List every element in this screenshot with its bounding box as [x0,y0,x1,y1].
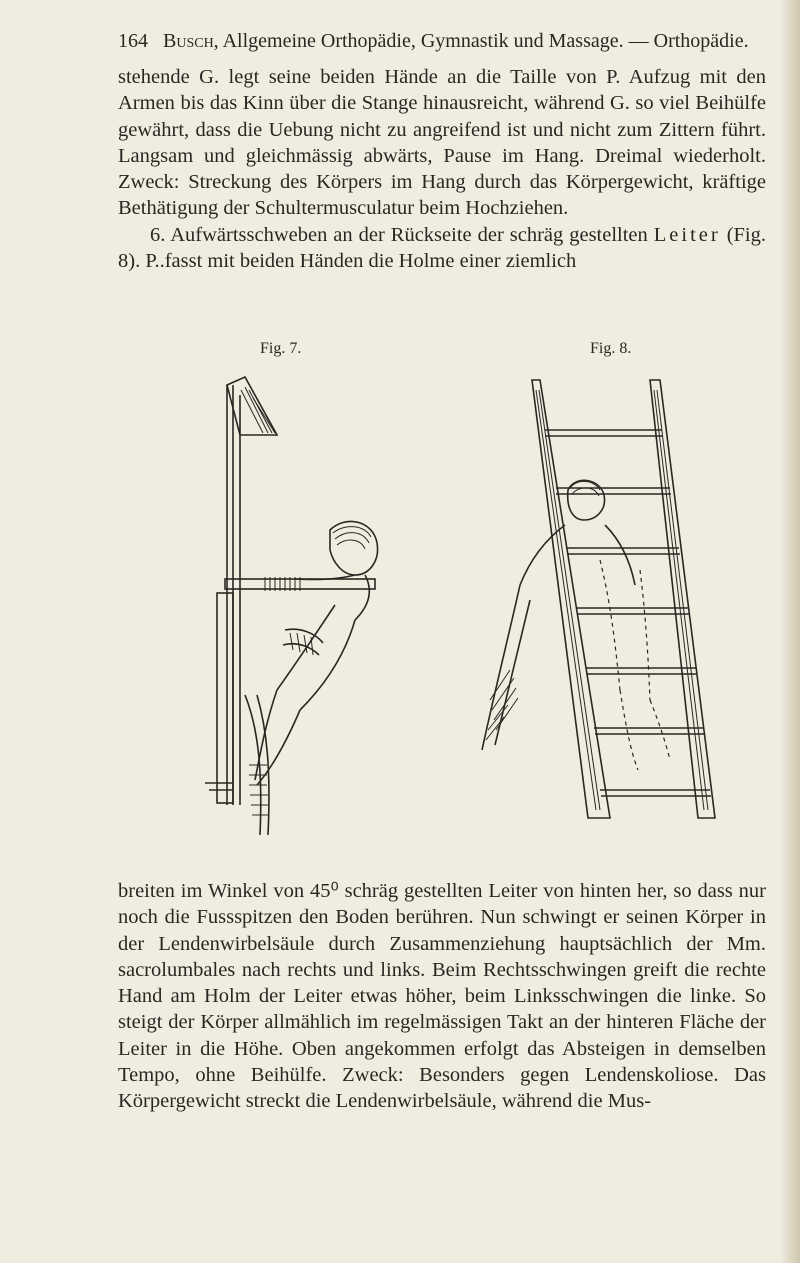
fig7-caption: Fig. 7. [260,340,302,357]
page-edge [786,0,800,1263]
running-header [118,30,768,53]
header-title: Allgemeine Orthopädie, Gymnastik und Massage. — Orthopädie. [222,30,749,52]
exercise-6-heading: 6. Aufwärtsschweben an der Rückseite der schräg gestellten [150,223,648,246]
paragraph-exercise-6-start [118,222,766,275]
spaced-word-leiter: Leiter [653,223,721,246]
fig8-caption: Fig. 8. [590,340,632,357]
fig8-illustration [470,370,730,825]
page-number: 164 [118,30,148,52]
paragraph-exercise-6-continued: breiten im Winkel von 45⁰ schräg gestellten Leiter von hinten her, so dass nur noch die Fussspitzen den Boden berühren. Nun schwingt er seinen Körper in der Lendenwirbelsäule durch Zusammenziehung hauptsächlich der Mm. sacrolumbales nach rechts und links. Beim Rechtsschwingen greift die rechte Hand am Holm der Leiter etwas höher, beim Linksschwingen die linke. So steigt der Körper allmählich im regelmässigen Takt an der hinteren Fläche der Leiter in die Höhe. Oben angekommen erfolgt das Absteigen in demselben Tempo, ohne Beihülfe. Zweck: Besonders gegen Lendenskoliose. Das Körpergewicht streckt die Lendenwirbelsäule, während die Mus- [118,880,766,1113]
fig7-illustration [205,365,395,855]
body-text-bottom [118,878,766,1115]
header-author: Busch, [163,30,219,52]
body-text-top [118,64,766,274]
paragraph-exercise-5-end: stehende G. legt seine beiden Hände an die Taille von P. Aufzug mit den Armen bis das Kinn über die Stange hinausreicht, während G. so viel Beihülfe gewährt, dass die Uebung nicht zu angreifend ist und nicht zum Zittern führt. Langsam und gleichmässig abwärts, Pause im Hang. Dreimal wiederholt. Zweck: Streckung des Körpers im Hang durch das Körpergewicht, kräftige Bethätigung der Schultermusculatur beim Hochziehen. [118,66,766,220]
exercise-6-continuation: (Fig. 8). P..fasst mit beiden Händen die Holme einer ziemlich [118,223,766,273]
